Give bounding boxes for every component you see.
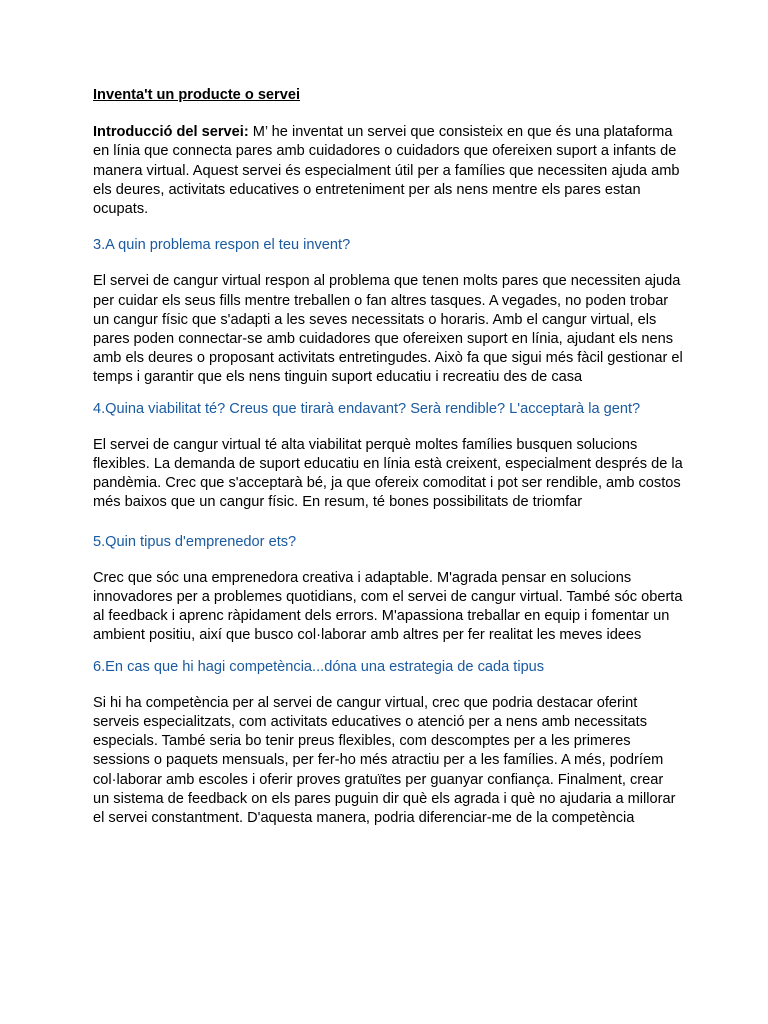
document-title: Inventa't un producte o servei (93, 87, 301, 103)
question-5: 5.Quin tipus d'emprenedor ets? (93, 533, 297, 550)
question-4: 4.Quina viabilitat té? Creus que tirarà endavant? Serà rendible? L'acceptarà la gent? (93, 400, 641, 417)
intro-label: Introducció del servei: (93, 124, 249, 141)
question-6: 6.En cas que hi hagi competència...dóna una estrategia de cada tipus (93, 658, 545, 675)
document-body (93, 86, 683, 844)
answer-6: Si hi ha competència per al servei de cangur virtual, crec que podria destacar oferint serveis especialitzats, com activitats educatives o atenció per a nens amb necessitats especials. També seria bo tenir preus flexibles, com descomptes per a les primeres sessions o paquets mensuals, per fer-ho més atractiu per a les famílies. A més, podríem col·laborar amb escoles i oferir proves gratuïtes per guanyar confiança. Finalment, crear un sistema de feedback on els pares puguin dir què els agrada i què no ajudaria a millorar el servei constantment. D'aquesta manera, podria diferenciar-me de la competència (93, 694, 676, 827)
answer-5: Crec que sóc una emprenedora creativa i adaptable. M'agrada pensar en solucions innovadores per a problemes quotidians, com el servei de cangur virtual. També sóc oberta al feedback i aprenc ràpidament dels errors. M'apassiona treballar en equip i fomentar un ambient positiu, així que busco col·laborar amb altres per fer realitat les meves idees (93, 569, 683, 644)
intro-paragraph (93, 123, 683, 219)
intro-text: M’ he inventat un servei que consisteix en que és una plataforma en línia que connecta pares amb cuidadores o cuidadors que ofereixen suport a infants de manera virtual. Aquest servei és especialment útil per a famílies que necessiten ajuda amb els deures, activitats educatives o entreteniment per als nens mentre els pares estan ocupats. (93, 124, 680, 218)
question-3: 3.A quin problema respon el teu invent? (93, 237, 351, 254)
answer-3: El servei de cangur virtual respon al problema que tenen molts pares que necessiten ajuda per cuidar els seus fills mentre treballen o fan altres tasques. A vegades, no poden trobar un cangur físic que s'adapti a les seves necessitats o horaris. Amb el cangur virtual, els pares poden connectar-se amb cuidadores que ofereixen suport en línia, ajudant els nens amb els deures o proposant activitats entretingudes. Això fa que sigui més fàcil gestionar el temps i garantir que els nens tinguin suport educatiu i recreatiu des de casa (93, 273, 683, 386)
answer-4: El servei de cangur virtual té alta viabilitat perquè moltes famílies busquen solucions flexibles. La demanda de suport educatiu en línia està creixent, especialment després de la pandèmia. Crec que s'acceptarà bé, ja que ofereix comoditat i pot ser rendible, amb costos més baixos que un cangur físic. En resum, té bones possibilitats de triomfar (93, 436, 683, 511)
